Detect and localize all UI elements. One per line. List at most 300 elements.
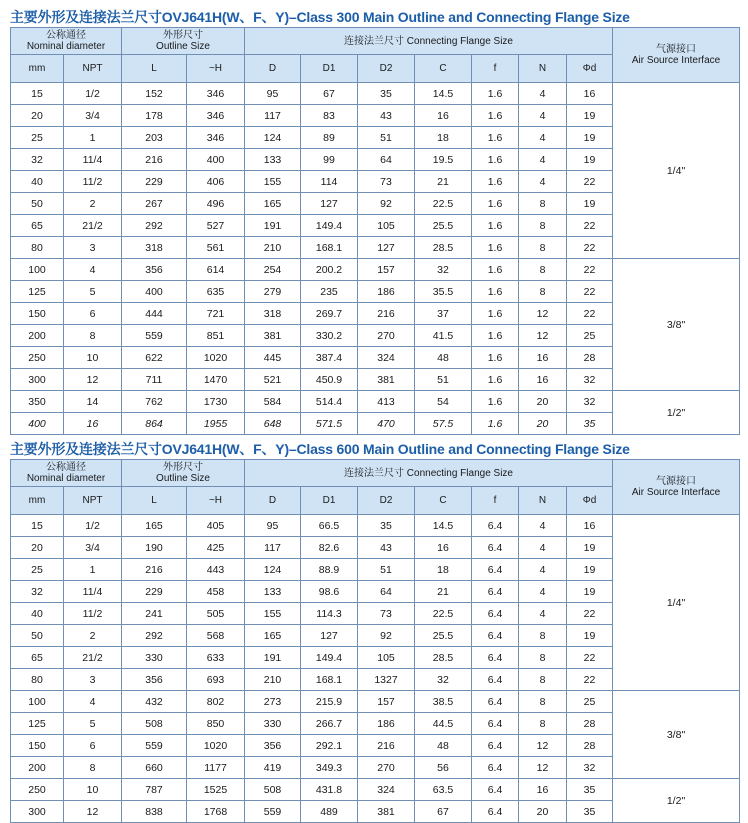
air-source-size: 1/4" bbox=[613, 83, 740, 259]
cell-d2: 43 bbox=[358, 105, 415, 127]
cell-h: 406 bbox=[187, 171, 245, 193]
cell-c: 16 bbox=[415, 105, 472, 127]
cell-npt: 2 bbox=[64, 625, 122, 647]
cell-d2: 216 bbox=[358, 303, 415, 325]
cell-f: 1.6 bbox=[472, 215, 519, 237]
col-header-npt: NPT bbox=[64, 487, 122, 515]
cell-d1: 571.5 bbox=[301, 413, 358, 435]
cell-mm: 125 bbox=[11, 713, 64, 735]
cell-n: 8 bbox=[519, 237, 567, 259]
cell-c: 18 bbox=[415, 559, 472, 581]
cell-d1: 82.6 bbox=[301, 537, 358, 559]
outline-size-header bbox=[122, 460, 245, 487]
cell-mm: 100 bbox=[11, 259, 64, 281]
cell-mm: 80 bbox=[11, 237, 64, 259]
cell-n: 4 bbox=[519, 83, 567, 105]
cell-l: 241 bbox=[122, 603, 187, 625]
class300-body bbox=[11, 83, 740, 435]
cell-d1: 114.3 bbox=[301, 603, 358, 625]
cell-f: 1.6 bbox=[472, 347, 519, 369]
cell-h: 496 bbox=[187, 193, 245, 215]
cell-npt: 12 bbox=[64, 369, 122, 391]
cell-npt: 4 bbox=[64, 691, 122, 713]
cell-npt: 1 bbox=[64, 559, 122, 581]
cell-d1: 235 bbox=[301, 281, 358, 303]
cell-d1: 89 bbox=[301, 127, 358, 149]
cell-phi-d: 28 bbox=[567, 347, 613, 369]
cell-phi-d: 35 bbox=[567, 779, 613, 801]
cell-f: 1.6 bbox=[472, 281, 519, 303]
cell-d: 381 bbox=[245, 325, 301, 347]
cell-h: 1020 bbox=[187, 347, 245, 369]
cell-d: 117 bbox=[245, 105, 301, 127]
col-header-phi-d: Φd bbox=[567, 55, 613, 83]
cell-c: 35.5 bbox=[415, 281, 472, 303]
cell-mm: 32 bbox=[11, 581, 64, 603]
col-header-d1: D1 bbox=[301, 55, 358, 83]
cell-f: 1.6 bbox=[472, 83, 519, 105]
cell-h: 1470 bbox=[187, 369, 245, 391]
cell-f: 1.6 bbox=[472, 369, 519, 391]
cell-c: 63.5 bbox=[415, 779, 472, 801]
cell-d1: 330.2 bbox=[301, 325, 358, 347]
cell-n: 20 bbox=[519, 391, 567, 413]
cell-d: 117 bbox=[245, 537, 301, 559]
cell-d: 191 bbox=[245, 647, 301, 669]
cell-d2: 413 bbox=[358, 391, 415, 413]
cell-c: 48 bbox=[415, 735, 472, 757]
cell-l: 216 bbox=[122, 559, 187, 581]
cell-c: 54 bbox=[415, 391, 472, 413]
cell-n: 12 bbox=[519, 325, 567, 347]
cell-c: 51 bbox=[415, 369, 472, 391]
cell-f: 1.6 bbox=[472, 391, 519, 413]
nominal-diameter-cn: 公称通径 bbox=[46, 462, 86, 473]
cell-npt: 14 bbox=[64, 391, 122, 413]
cell-npt: 21/2 bbox=[64, 647, 122, 669]
cell-mm: 80 bbox=[11, 669, 64, 691]
cell-d2: 105 bbox=[358, 647, 415, 669]
cell-mm: 125 bbox=[11, 281, 64, 303]
cell-mm: 150 bbox=[11, 303, 64, 325]
cell-l: 762 bbox=[122, 391, 187, 413]
cell-d2: 73 bbox=[358, 171, 415, 193]
nominal-diameter-en: Nominal diameter bbox=[26, 41, 106, 52]
cell-npt: 1 bbox=[64, 127, 122, 149]
cell-h: 1020 bbox=[187, 735, 245, 757]
cell-n: 16 bbox=[519, 369, 567, 391]
cell-l: 787 bbox=[122, 779, 187, 801]
cell-d2: 324 bbox=[358, 347, 415, 369]
cell-npt: 4 bbox=[64, 259, 122, 281]
cell-l: 216 bbox=[122, 149, 187, 171]
cell-phi-d: 35 bbox=[567, 801, 613, 823]
cell-f: 6.4 bbox=[472, 647, 519, 669]
cell-c: 18 bbox=[415, 127, 472, 149]
cell-d2: 35 bbox=[358, 83, 415, 105]
cell-c: 28.5 bbox=[415, 237, 472, 259]
cell-d1: 200.2 bbox=[301, 259, 358, 281]
cell-l: 356 bbox=[122, 259, 187, 281]
cell-f: 6.4 bbox=[472, 735, 519, 757]
col-header-f: f bbox=[472, 487, 519, 515]
cell-d: 521 bbox=[245, 369, 301, 391]
cell-npt: 3 bbox=[64, 669, 122, 691]
cell-mm: 400 bbox=[11, 413, 64, 435]
cell-d: 210 bbox=[245, 237, 301, 259]
cell-l: 444 bbox=[122, 303, 187, 325]
cell-h: 721 bbox=[187, 303, 245, 325]
cell-l: 864 bbox=[122, 413, 187, 435]
col-header-d: D bbox=[245, 55, 301, 83]
cell-d: 445 bbox=[245, 347, 301, 369]
cell-d: 419 bbox=[245, 757, 301, 779]
cell-d: 95 bbox=[245, 83, 301, 105]
cell-c: 37 bbox=[415, 303, 472, 325]
cell-f: 6.4 bbox=[472, 801, 519, 823]
col-header-d: D bbox=[245, 487, 301, 515]
col-header-npt: NPT bbox=[64, 55, 122, 83]
cell-h: 405 bbox=[187, 515, 245, 537]
cell-d2: 64 bbox=[358, 149, 415, 171]
cell-d: 330 bbox=[245, 713, 301, 735]
cell-npt: 11/2 bbox=[64, 171, 122, 193]
cell-phi-d: 19 bbox=[567, 105, 613, 127]
cell-phi-d: 22 bbox=[567, 237, 613, 259]
air-source-cn: 气源接口 bbox=[656, 476, 697, 487]
col-header-n: N bbox=[519, 55, 567, 83]
cell-d: 191 bbox=[245, 215, 301, 237]
cell-phi-d: 19 bbox=[567, 149, 613, 171]
cell-d1: 292.1 bbox=[301, 735, 358, 757]
cell-npt: 5 bbox=[64, 281, 122, 303]
cell-l: 229 bbox=[122, 581, 187, 603]
cell-n: 8 bbox=[519, 215, 567, 237]
cell-phi-d: 32 bbox=[567, 391, 613, 413]
cell-f: 1.6 bbox=[472, 127, 519, 149]
table-row bbox=[11, 83, 740, 105]
col-header-c: C bbox=[415, 487, 472, 515]
table-row bbox=[11, 391, 740, 413]
cell-mm: 15 bbox=[11, 83, 64, 105]
cell-d: 165 bbox=[245, 625, 301, 647]
cell-mm: 40 bbox=[11, 171, 64, 193]
cell-d1: 88.9 bbox=[301, 559, 358, 581]
cell-l: 660 bbox=[122, 757, 187, 779]
cell-npt: 16 bbox=[64, 413, 122, 435]
cell-d2: 51 bbox=[358, 559, 415, 581]
cell-d: 95 bbox=[245, 515, 301, 537]
cell-h: 505 bbox=[187, 603, 245, 625]
cell-d: 165 bbox=[245, 193, 301, 215]
cell-h: 527 bbox=[187, 215, 245, 237]
col-header-h: ~H bbox=[187, 55, 245, 83]
cell-h: 346 bbox=[187, 83, 245, 105]
nominal-diameter-en: Nominal diameter bbox=[26, 473, 106, 484]
cell-phi-d: 19 bbox=[567, 581, 613, 603]
cell-f: 6.4 bbox=[472, 515, 519, 537]
cell-d1: 215.9 bbox=[301, 691, 358, 713]
cell-d2: 186 bbox=[358, 281, 415, 303]
class300-title: 主要外形及连接法兰尺寸OVJ641H(W、F、Y)–Class 300 Main Outline and Connecting Flange Size bbox=[10, 9, 630, 25]
col-header-c: C bbox=[415, 55, 472, 83]
col-header-l: L bbox=[122, 55, 187, 83]
cell-phi-d: 19 bbox=[567, 559, 613, 581]
cell-d: 584 bbox=[245, 391, 301, 413]
cell-phi-d: 32 bbox=[567, 757, 613, 779]
cell-phi-d: 22 bbox=[567, 303, 613, 325]
col-header-mm: mm bbox=[11, 55, 64, 83]
cell-f: 1.6 bbox=[472, 259, 519, 281]
col-header-n: N bbox=[519, 487, 567, 515]
cell-d: 318 bbox=[245, 303, 301, 325]
outline-size-en: Outline Size bbox=[156, 41, 210, 52]
cell-phi-d: 16 bbox=[567, 83, 613, 105]
cell-c: 19.5 bbox=[415, 149, 472, 171]
cell-n: 12 bbox=[519, 757, 567, 779]
cell-f: 6.4 bbox=[472, 625, 519, 647]
cell-n: 16 bbox=[519, 779, 567, 801]
cell-npt: 5 bbox=[64, 713, 122, 735]
cell-d2: 157 bbox=[358, 259, 415, 281]
cell-h: 568 bbox=[187, 625, 245, 647]
cell-f: 1.6 bbox=[472, 171, 519, 193]
cell-d: 279 bbox=[245, 281, 301, 303]
cell-l: 267 bbox=[122, 193, 187, 215]
cell-d1: 83 bbox=[301, 105, 358, 127]
cell-d2: 1327 bbox=[358, 669, 415, 691]
cell-h: 400 bbox=[187, 149, 245, 171]
cell-mm: 25 bbox=[11, 559, 64, 581]
cell-c: 32 bbox=[415, 259, 472, 281]
cell-npt: 1/2 bbox=[64, 83, 122, 105]
cell-d1: 387.4 bbox=[301, 347, 358, 369]
cell-npt: 11/4 bbox=[64, 149, 122, 171]
cell-phi-d: 28 bbox=[567, 735, 613, 757]
cell-c: 16 bbox=[415, 537, 472, 559]
cell-f: 6.4 bbox=[472, 691, 519, 713]
cell-d2: 270 bbox=[358, 325, 415, 347]
cell-f: 6.4 bbox=[472, 581, 519, 603]
cell-l: 318 bbox=[122, 237, 187, 259]
cell-d2: 381 bbox=[358, 369, 415, 391]
cell-l: 229 bbox=[122, 171, 187, 193]
cell-n: 12 bbox=[519, 303, 567, 325]
cell-l: 838 bbox=[122, 801, 187, 823]
cell-d2: 64 bbox=[358, 581, 415, 603]
cell-npt: 21/2 bbox=[64, 215, 122, 237]
cell-phi-d: 19 bbox=[567, 537, 613, 559]
cell-n: 4 bbox=[519, 127, 567, 149]
cell-n: 4 bbox=[519, 149, 567, 171]
air-source-size: 1/2" bbox=[613, 779, 740, 823]
col-header-mm: mm bbox=[11, 487, 64, 515]
cell-l: 400 bbox=[122, 281, 187, 303]
air-source-size: 1/4" bbox=[613, 515, 740, 691]
cell-phi-d: 35 bbox=[567, 413, 613, 435]
cell-n: 16 bbox=[519, 347, 567, 369]
cell-n: 4 bbox=[519, 171, 567, 193]
table-row bbox=[11, 691, 740, 713]
cell-npt: 2 bbox=[64, 193, 122, 215]
cell-n: 4 bbox=[519, 537, 567, 559]
cell-npt: 8 bbox=[64, 325, 122, 347]
air-source-header bbox=[613, 28, 740, 83]
cell-d1: 450.9 bbox=[301, 369, 358, 391]
cell-c: 56 bbox=[415, 757, 472, 779]
air-source-size: 1/2" bbox=[613, 391, 740, 435]
cell-d: 155 bbox=[245, 171, 301, 193]
outline-size-cn: 外形尺寸 bbox=[163, 30, 203, 41]
cell-l: 432 bbox=[122, 691, 187, 713]
cell-n: 4 bbox=[519, 105, 567, 127]
cell-l: 559 bbox=[122, 735, 187, 757]
cell-phi-d: 22 bbox=[567, 669, 613, 691]
cell-l: 152 bbox=[122, 83, 187, 105]
air-source-size: 3/8" bbox=[613, 691, 740, 779]
cell-n: 8 bbox=[519, 193, 567, 215]
cell-d2: 43 bbox=[358, 537, 415, 559]
cell-h: 693 bbox=[187, 669, 245, 691]
class600-title: 主要外形及连接法兰尺寸OVJ641H(W、F、Y)–Class 600 Main Outline and Connecting Flange Size bbox=[10, 441, 630, 457]
cell-c: 57.5 bbox=[415, 413, 472, 435]
cell-mm: 100 bbox=[11, 691, 64, 713]
cell-mm: 250 bbox=[11, 347, 64, 369]
cell-npt: 8 bbox=[64, 757, 122, 779]
cell-l: 356 bbox=[122, 669, 187, 691]
cell-npt: 6 bbox=[64, 303, 122, 325]
cell-phi-d: 28 bbox=[567, 713, 613, 735]
col-header-d2: D2 bbox=[358, 55, 415, 83]
cell-l: 292 bbox=[122, 625, 187, 647]
col-header-h: ~H bbox=[187, 487, 245, 515]
air-source-en: Air Source Interface bbox=[631, 487, 721, 498]
cell-phi-d: 19 bbox=[567, 625, 613, 647]
cell-c: 25.5 bbox=[415, 625, 472, 647]
cell-c: 67 bbox=[415, 801, 472, 823]
col-header-l: L bbox=[122, 487, 187, 515]
cell-phi-d: 19 bbox=[567, 127, 613, 149]
cell-f: 1.6 bbox=[472, 413, 519, 435]
cell-npt: 6 bbox=[64, 735, 122, 757]
cell-l: 508 bbox=[122, 713, 187, 735]
cell-h: 633 bbox=[187, 647, 245, 669]
flange-size-header: 连接法兰尺寸 Connecting Flange Size bbox=[245, 460, 613, 487]
cell-d2: 186 bbox=[358, 713, 415, 735]
cell-c: 25.5 bbox=[415, 215, 472, 237]
cell-d: 133 bbox=[245, 581, 301, 603]
cell-d: 508 bbox=[245, 779, 301, 801]
cell-d2: 157 bbox=[358, 691, 415, 713]
outline-size-header bbox=[122, 28, 245, 55]
cell-n: 4 bbox=[519, 515, 567, 537]
cell-phi-d: 25 bbox=[567, 325, 613, 347]
class300-section bbox=[10, 7, 739, 435]
cell-n: 8 bbox=[519, 625, 567, 647]
table-row bbox=[11, 779, 740, 801]
cell-n: 4 bbox=[519, 603, 567, 625]
cell-d: 559 bbox=[245, 801, 301, 823]
cell-h: 443 bbox=[187, 559, 245, 581]
nominal-diameter-header bbox=[11, 28, 122, 55]
cell-n: 8 bbox=[519, 259, 567, 281]
cell-h: 1768 bbox=[187, 801, 245, 823]
cell-d2: 105 bbox=[358, 215, 415, 237]
cell-d: 210 bbox=[245, 669, 301, 691]
cell-mm: 25 bbox=[11, 127, 64, 149]
cell-f: 1.6 bbox=[472, 105, 519, 127]
cell-h: 1525 bbox=[187, 779, 245, 801]
table-row bbox=[11, 515, 740, 537]
cell-d: 133 bbox=[245, 149, 301, 171]
cell-l: 292 bbox=[122, 215, 187, 237]
cell-phi-d: 22 bbox=[567, 259, 613, 281]
cell-mm: 32 bbox=[11, 149, 64, 171]
class600-table bbox=[10, 459, 740, 823]
cell-d2: 127 bbox=[358, 237, 415, 259]
cell-mm: 350 bbox=[11, 391, 64, 413]
cell-c: 14.5 bbox=[415, 83, 472, 105]
cell-d1: 98.6 bbox=[301, 581, 358, 603]
cell-c: 21 bbox=[415, 171, 472, 193]
col-header-f: f bbox=[472, 55, 519, 83]
cell-mm: 300 bbox=[11, 369, 64, 391]
cell-d: 124 bbox=[245, 127, 301, 149]
cell-mm: 65 bbox=[11, 215, 64, 237]
cell-n: 20 bbox=[519, 801, 567, 823]
cell-l: 190 bbox=[122, 537, 187, 559]
cell-d: 648 bbox=[245, 413, 301, 435]
cell-f: 6.4 bbox=[472, 669, 519, 691]
cell-f: 1.6 bbox=[472, 303, 519, 325]
cell-phi-d: 25 bbox=[567, 691, 613, 713]
cell-mm: 300 bbox=[11, 801, 64, 823]
cell-d2: 324 bbox=[358, 779, 415, 801]
cell-npt: 3 bbox=[64, 237, 122, 259]
cell-c: 38.5 bbox=[415, 691, 472, 713]
cell-n: 4 bbox=[519, 559, 567, 581]
cell-d: 155 bbox=[245, 603, 301, 625]
cell-phi-d: 16 bbox=[567, 515, 613, 537]
cell-h: 802 bbox=[187, 691, 245, 713]
cell-d1: 514.4 bbox=[301, 391, 358, 413]
cell-n: 8 bbox=[519, 647, 567, 669]
cell-c: 22.5 bbox=[415, 193, 472, 215]
cell-f: 1.6 bbox=[472, 325, 519, 347]
cell-h: 851 bbox=[187, 325, 245, 347]
cell-mm: 200 bbox=[11, 757, 64, 779]
cell-l: 330 bbox=[122, 647, 187, 669]
cell-f: 6.4 bbox=[472, 713, 519, 735]
cell-d1: 431.8 bbox=[301, 779, 358, 801]
cell-f: 1.6 bbox=[472, 193, 519, 215]
cell-d2: 73 bbox=[358, 603, 415, 625]
cell-d1: 269.7 bbox=[301, 303, 358, 325]
cell-d: 124 bbox=[245, 559, 301, 581]
air-source-en: Air Source Interface bbox=[631, 55, 721, 66]
cell-h: 614 bbox=[187, 259, 245, 281]
air-source-size: 3/8" bbox=[613, 259, 740, 391]
cell-d: 254 bbox=[245, 259, 301, 281]
cell-npt: 3/4 bbox=[64, 105, 122, 127]
cell-n: 20 bbox=[519, 413, 567, 435]
cell-d1: 66.5 bbox=[301, 515, 358, 537]
cell-h: 346 bbox=[187, 127, 245, 149]
flange-size-header: 连接法兰尺寸 Connecting Flange Size bbox=[245, 28, 613, 55]
cell-h: 458 bbox=[187, 581, 245, 603]
col-header-d1: D1 bbox=[301, 487, 358, 515]
cell-d1: 99 bbox=[301, 149, 358, 171]
